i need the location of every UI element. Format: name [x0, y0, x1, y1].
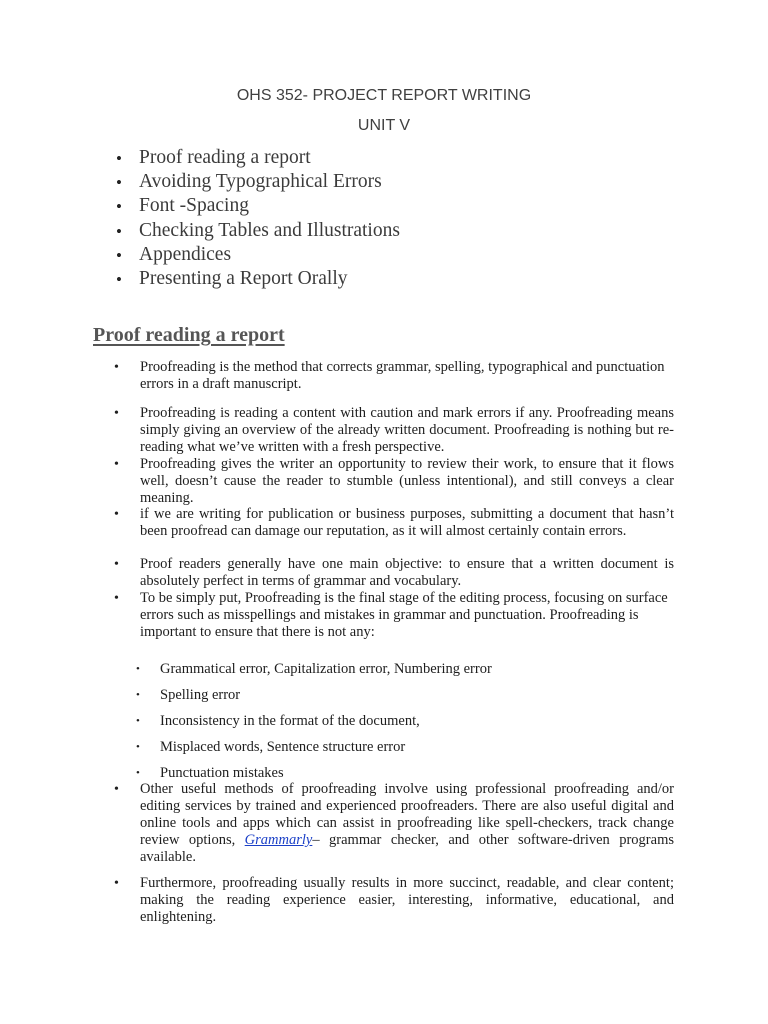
sub-point-item: [136, 713, 660, 730]
course-title: OHS 352- PROJECT REPORT WRITING: [236, 87, 532, 104]
topic-item: [116, 170, 400, 194]
grammarly-link[interactable]: Grammarly: [244, 832, 313, 848]
point-item: [114, 556, 674, 590]
sub-point-item: [136, 765, 660, 782]
topic-list: [116, 146, 400, 291]
point-text-continued: – grammar checker, and other software-driven programs available.: [140, 832, 674, 865]
bullet-icon: •: [114, 591, 119, 606]
point-text: Proof readers generally have one main objective: to ensure that a written document is absolutely perfect in terms of grammar and vocabulary.: [140, 556, 674, 589]
point-text: Proofreading is reading a content with caution and mark errors if any. Proofreading means simply giving an overview of the already written document. Proofreading is nothing but re-reading what we’ve written with a fresh perspective.: [140, 405, 674, 455]
topic-label: Proof reading a report: [139, 147, 311, 168]
topic-label: Checking Tables and Illustrations: [139, 219, 400, 241]
sub-point-text: Inconsistency in the format of the document,: [160, 713, 420, 729]
bullet-icon: •: [136, 767, 140, 779]
topic-label: Appendices: [139, 243, 232, 265]
unit-title: UNIT V: [357, 117, 411, 134]
point-item: [114, 359, 674, 393]
point-text: Furthermore, proofreading usually results in more succinct, readable, and clear content; making the reading experience easier, interesting, informative, educational, and enlightening.: [140, 875, 674, 925]
point-item: [114, 456, 674, 507]
point-text: if we are writing for publication or business purposes, submitting a document that hasn’t been proofread can damage our reputation, as it will almost certainly contain errors.: [140, 506, 674, 539]
sub-point-item: [136, 687, 660, 704]
bullet-icon: •: [116, 149, 122, 168]
bullet-icon: •: [114, 557, 119, 572]
point-item: [114, 590, 674, 641]
bullet-icon: •: [114, 876, 119, 891]
bullet-icon: •: [136, 689, 140, 701]
bullet-icon: •: [114, 406, 119, 421]
sub-point-text: Misplaced words, Sentence structure error: [160, 739, 406, 755]
bullet-icon: •: [116, 173, 122, 193]
bullet-icon: •: [136, 741, 140, 753]
sub-point-text: Grammatical error, Capitalization error, Numbering error: [160, 661, 492, 677]
bullet-icon: •: [114, 507, 119, 522]
bullet-icon: •: [114, 457, 119, 472]
point-item: [114, 781, 674, 866]
bullet-icon: •: [136, 663, 140, 675]
topic-label: Font -Spacing: [139, 195, 249, 217]
topic-item: [116, 219, 400, 243]
bullet-icon: •: [114, 782, 119, 797]
sub-point-text: Punctuation mistakes: [160, 765, 284, 781]
point-text: Other useful methods of proofreading involve using professional proofreading and/or editing services by trained and experienced proofreaders. There are also useful digital and online tools and apps which can assist in proofreading like spell-checkers, track change review options,: [140, 781, 674, 848]
topic-label: Presenting a Report Orally: [139, 268, 348, 290]
bullet-icon: •: [136, 715, 140, 727]
sub-point-item: [136, 739, 660, 756]
bullet-icon: •: [116, 221, 122, 241]
topic-label: Avoiding Typographical Errors: [139, 171, 382, 193]
point-item: [114, 506, 674, 540]
topic-item: [116, 243, 400, 267]
topic-item: [116, 146, 400, 170]
bullet-icon: •: [116, 270, 122, 290]
point-text: Proofreading is the method that corrects grammar, spelling, typographical and punctuation errors in a draft manuscript.: [140, 359, 665, 392]
point-text: Proofreading gives the writer an opportunity to review their work, to ensure that it flows well, doesn’t cause the reader to stumble (unless intentional), and still conveys a clear meaning.: [140, 456, 674, 506]
point-item: [114, 875, 674, 926]
sub-point-item: [136, 661, 660, 678]
point-text: To be simply put, Proofreading is the final stage of the editing process, focusing on surface errors such as misspellings and mistakes in grammar and punctuation. Proofreading is important to ensure that there is not any:: [140, 590, 668, 640]
bullet-icon: •: [116, 197, 122, 217]
topic-item: [116, 267, 400, 291]
section-heading: Proof reading a report: [93, 324, 285, 346]
sub-point-text: Spelling error: [160, 687, 241, 703]
bullet-icon: •: [114, 360, 119, 375]
bullet-icon: •: [116, 245, 122, 265]
topic-item: [116, 194, 400, 218]
point-item: [114, 405, 674, 456]
